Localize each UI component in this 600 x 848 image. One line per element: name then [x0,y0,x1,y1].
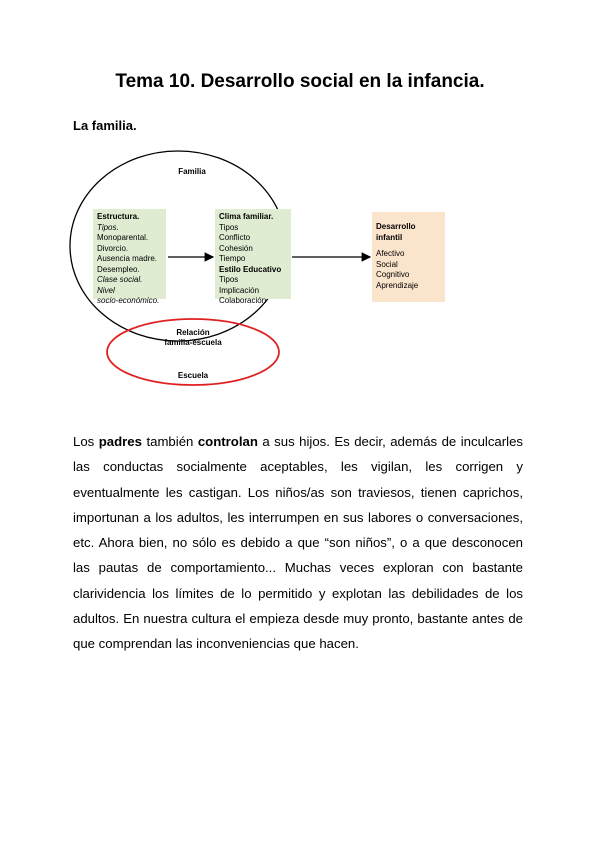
desarrollo-item: Social [376,259,398,269]
family-diagram [0,140,600,400]
relacion-line2: familia-escuela [164,338,222,347]
estructura-item: Nivel [97,285,115,295]
para-text: también [141,434,198,449]
desarrollo-item: Afectivo [376,249,405,258]
desarrollo-heading: Desarrollo [376,222,416,231]
estructura-item: Divorcio. [97,243,129,253]
clima-item: Colaboración [219,296,267,305]
para-text: Los [73,434,99,449]
clima-item: Implicación [219,285,260,295]
section-subtitle: La familia. [73,118,137,133]
clima-item: Tiempo [219,254,246,263]
clima-item: Tipos [219,222,239,232]
clima-item: Conflicto [219,233,251,242]
familia-label: Familia [178,167,206,176]
estructura-item: Ausencia madre. [97,254,158,263]
para-text: a sus hijos. Es decir, además de inculcarles las conductas socialmente aceptables, les vigilan, les corrigen y eventualmente les castigan. Los niños/as son traviesos, tienen caprichos, importunan a los adultos, les interrumpen en sus labores o conversaciones, etc. Ahora bien, no sólo es debido a que “son niños”, o a que desconocen las pautas de comportamiento... Muchas veces exploran con bastante clarividencia los límites de lo permitido y explotan las debilidades de los adultos. En nuestra cultura el empieza desde muy pronto, bastante antes de que comprendan las inconveniencias que hacen. [73,434,524,652]
estructura-heading: Estructura. [97,212,140,221]
escuela-label: Escuela [177,371,209,380]
estructura-item: Clase social. [97,275,143,284]
relacion-line1: Relación [176,328,210,337]
estructura-item: socio-económico. [97,296,160,305]
relacion-label [148,328,238,348]
clima-box [215,209,291,305]
body-paragraph [73,429,523,657]
page-title: Tema 10. Desarrollo social en la infancia. [115,71,485,92]
clima-item: Estilo Educativo [219,264,282,274]
estructura-item: Monoparental. [97,233,149,242]
desarrollo-item: Aprendizaje [376,280,419,290]
para-bold-padres: padres [98,434,142,449]
desarrollo-heading: infantil [376,232,403,242]
clima-heading: Clima familiar. [219,212,274,221]
para-bold-controlan: controlan [197,434,258,449]
desarrollo-box [372,212,445,302]
diagram-shapes [0,140,600,400]
clima-item: Tipos [219,275,239,284]
estructura-item: Desempleo. [97,264,140,274]
estructura-box [93,209,166,305]
estructura-item: Tipos. [97,222,119,232]
clima-item: Cohesión [219,243,253,253]
desarrollo-item: Cognitivo [376,270,410,279]
